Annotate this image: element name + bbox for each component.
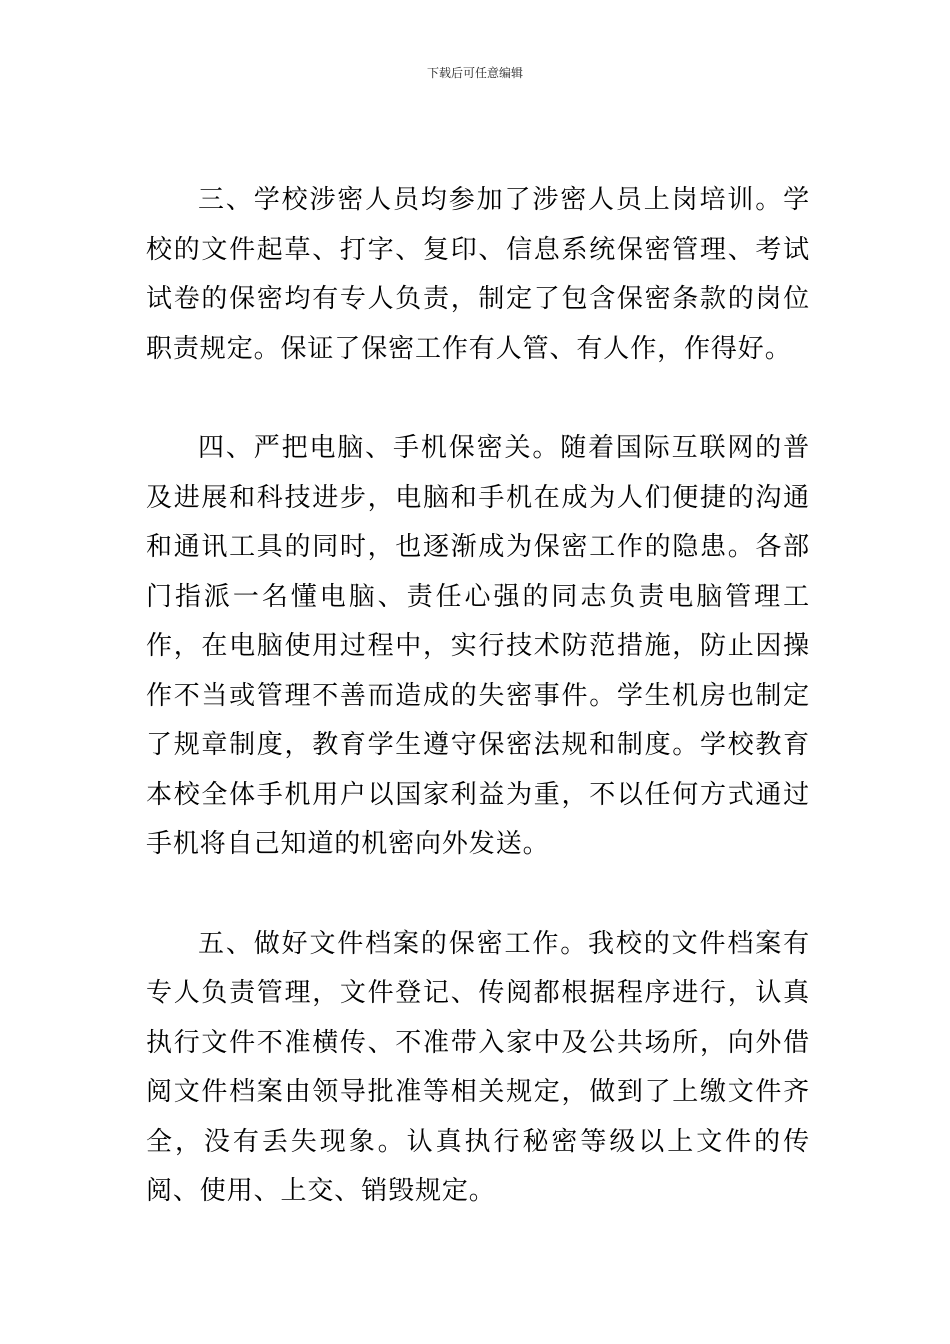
paragraph-three: 三、学校涉密人员均参加了涉密人员上岗培训。学校的文件起草、打字、复印、信息系统保密管理、考试试卷的保密均有专人负责，制定了包含保密条款的岗位职责规定。保证了保密工作有人管、有人作，作得好。 [146, 185, 810, 364]
paragraph-five: 五、做好文件档案的保密工作。我校的文件档案有专人负责管理，文件登记、传阅都根据程序进行，认真执行文件不准横传、不准带入家中及公共场所，向外借阅文件档案由领导批准等相关规定，做到了上缴文件齐全，没有丢失现象。认真执行秘密等级以上文件的传阅、使用、上交、销毁规定。 [146, 928, 810, 1206]
page-header-note: 下载后可任意编辑 [426, 66, 523, 80]
document-body [146, 176, 810, 1217]
paragraph-four: 四、严把电脑、手机保密关。随着国际互联网的普及进展和科技进步，电脑和手机在成为人们便捷的沟通和通讯工具的同时，也逐渐成为保密工作的隐患。各部门指派一名懂电脑、责任心强的同志负责电脑管理工作，在电脑使用过程中，实行技术防范措施，防止因操作不当或管理不善而造成的失密事件。学生机房也制定了规章制度，教育学生遵守保密法规和制度。学校教育本校全体手机用户以国家利益为重，不以任何方式通过手机将自己知道的机密向外发送。 [146, 433, 810, 859]
